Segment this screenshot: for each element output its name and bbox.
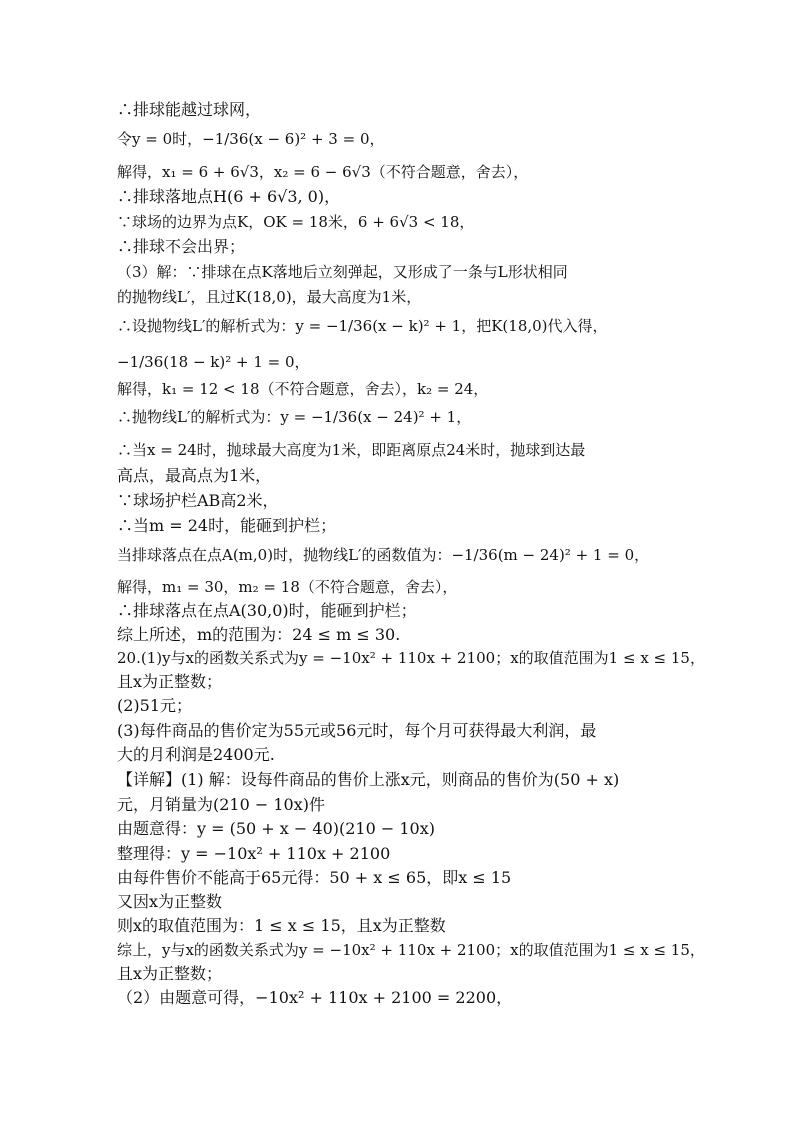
text-line: 且x为正整数； bbox=[117, 964, 223, 983]
text-line: ∵球场护栏AB高2米， bbox=[117, 491, 279, 510]
text-line: ∴设抛物线L′的解析式为：y = −1/36(x − k)² + 1，把K(18,0)代入得， bbox=[117, 317, 608, 335]
text-line: (2)51元； bbox=[117, 696, 193, 715]
text-line: 元，月销量为(210 − 10x)件 bbox=[117, 795, 325, 814]
text-line: ∴排球不会出界； bbox=[117, 237, 246, 256]
text-line: 解得，k₁ = 12 < 18（不符合题意，舍去），k₂ = 24， bbox=[117, 380, 489, 398]
text-line: 由题意得：y = (50 + x − 40)(210 − 10x) bbox=[117, 819, 435, 838]
text-line: 解得，x₁ = 6 + 6√3，x₂ = 6 − 6√3（不符合题意，舍去）， bbox=[117, 163, 529, 181]
text-line: ∴抛物线L′的解析式为：y = −1/36(x − 24)² + 1， bbox=[117, 408, 472, 426]
text-line: 的抛物线L′，且过K(18,0)，最大高度为1米， bbox=[117, 288, 422, 306]
text-line: ∴当m = 24时，能砸到护栏； bbox=[117, 516, 337, 535]
text-line: 当排球落点在点A(m,0)时，抛物线L′的函数值为：−1/36(m − 24)² + 1 = 0， bbox=[117, 546, 650, 564]
text-line: （2）由题意可得，−10x² + 110x + 2100 = 2200， bbox=[117, 988, 513, 1007]
text-line: （3）解：∵排球在点K落地后立刻弹起，又形成了一条与L形状相同 bbox=[117, 263, 568, 281]
text-line: 高点，最高点为1米， bbox=[117, 466, 272, 485]
text-line: 大的月利润是2400元. bbox=[117, 745, 275, 764]
text-line: ∴排球能越过球网， bbox=[117, 100, 262, 119]
text-line: 又因x为正整数 bbox=[117, 892, 223, 911]
text-line: ∵球场的边界为点K，OK = 18米，6 + 6√3 < 18， bbox=[117, 213, 475, 231]
text-line: 【详解】(1) 解：设每件商品的售价上涨x元，则商品的售价为(50 + x) bbox=[117, 770, 620, 789]
text-line: 综上所述，m的范围为：24 ≤ m ≤ 30. bbox=[117, 625, 401, 644]
text-line: 且x为正整数； bbox=[117, 672, 223, 691]
text-line: (3)每件商品的售价定为55元或56元时，每个月可获得最大利润，最 bbox=[117, 721, 597, 740]
text-line: ∴排球落点在点A(30,0)时，能砸到护栏； bbox=[117, 601, 417, 620]
text-line: 整理得：y = −10x² + 110x + 2100 bbox=[117, 844, 391, 863]
text-line: ∴排球落地点H(6 + 6√3, 0)， bbox=[117, 187, 341, 206]
text-line: 20.(1)y与x的函数关系式为y = −10x² + 110x + 2100；x的取值范围为1 ≤ x ≤ 15， bbox=[117, 649, 705, 667]
text-line: −1/36(18 − k)² + 1 = 0， bbox=[117, 353, 310, 371]
text-line: 综上，y与x的函数关系式为y = −10x² + 110x + 2100；x的取值范围为1 ≤ x ≤ 15， bbox=[117, 941, 705, 959]
text-line: 解得，m₁ = 30，m₂ = 18（不符合题意，舍去）， bbox=[117, 578, 458, 596]
text-line: 令y = 0时，−1/36(x − 6)² + 3 = 0， bbox=[117, 130, 385, 148]
text-line: ∴当x = 24时，抛球最大高度为1米，即距离原点24米时，抛球到达最 bbox=[117, 441, 586, 459]
text-line: 则x的取值范围为：1 ≤ x ≤ 15，且x为正整数 bbox=[117, 916, 446, 935]
text-line: 由每件售价不能高于65元得：50 + x ≤ 65，即x ≤ 15 bbox=[117, 868, 512, 887]
